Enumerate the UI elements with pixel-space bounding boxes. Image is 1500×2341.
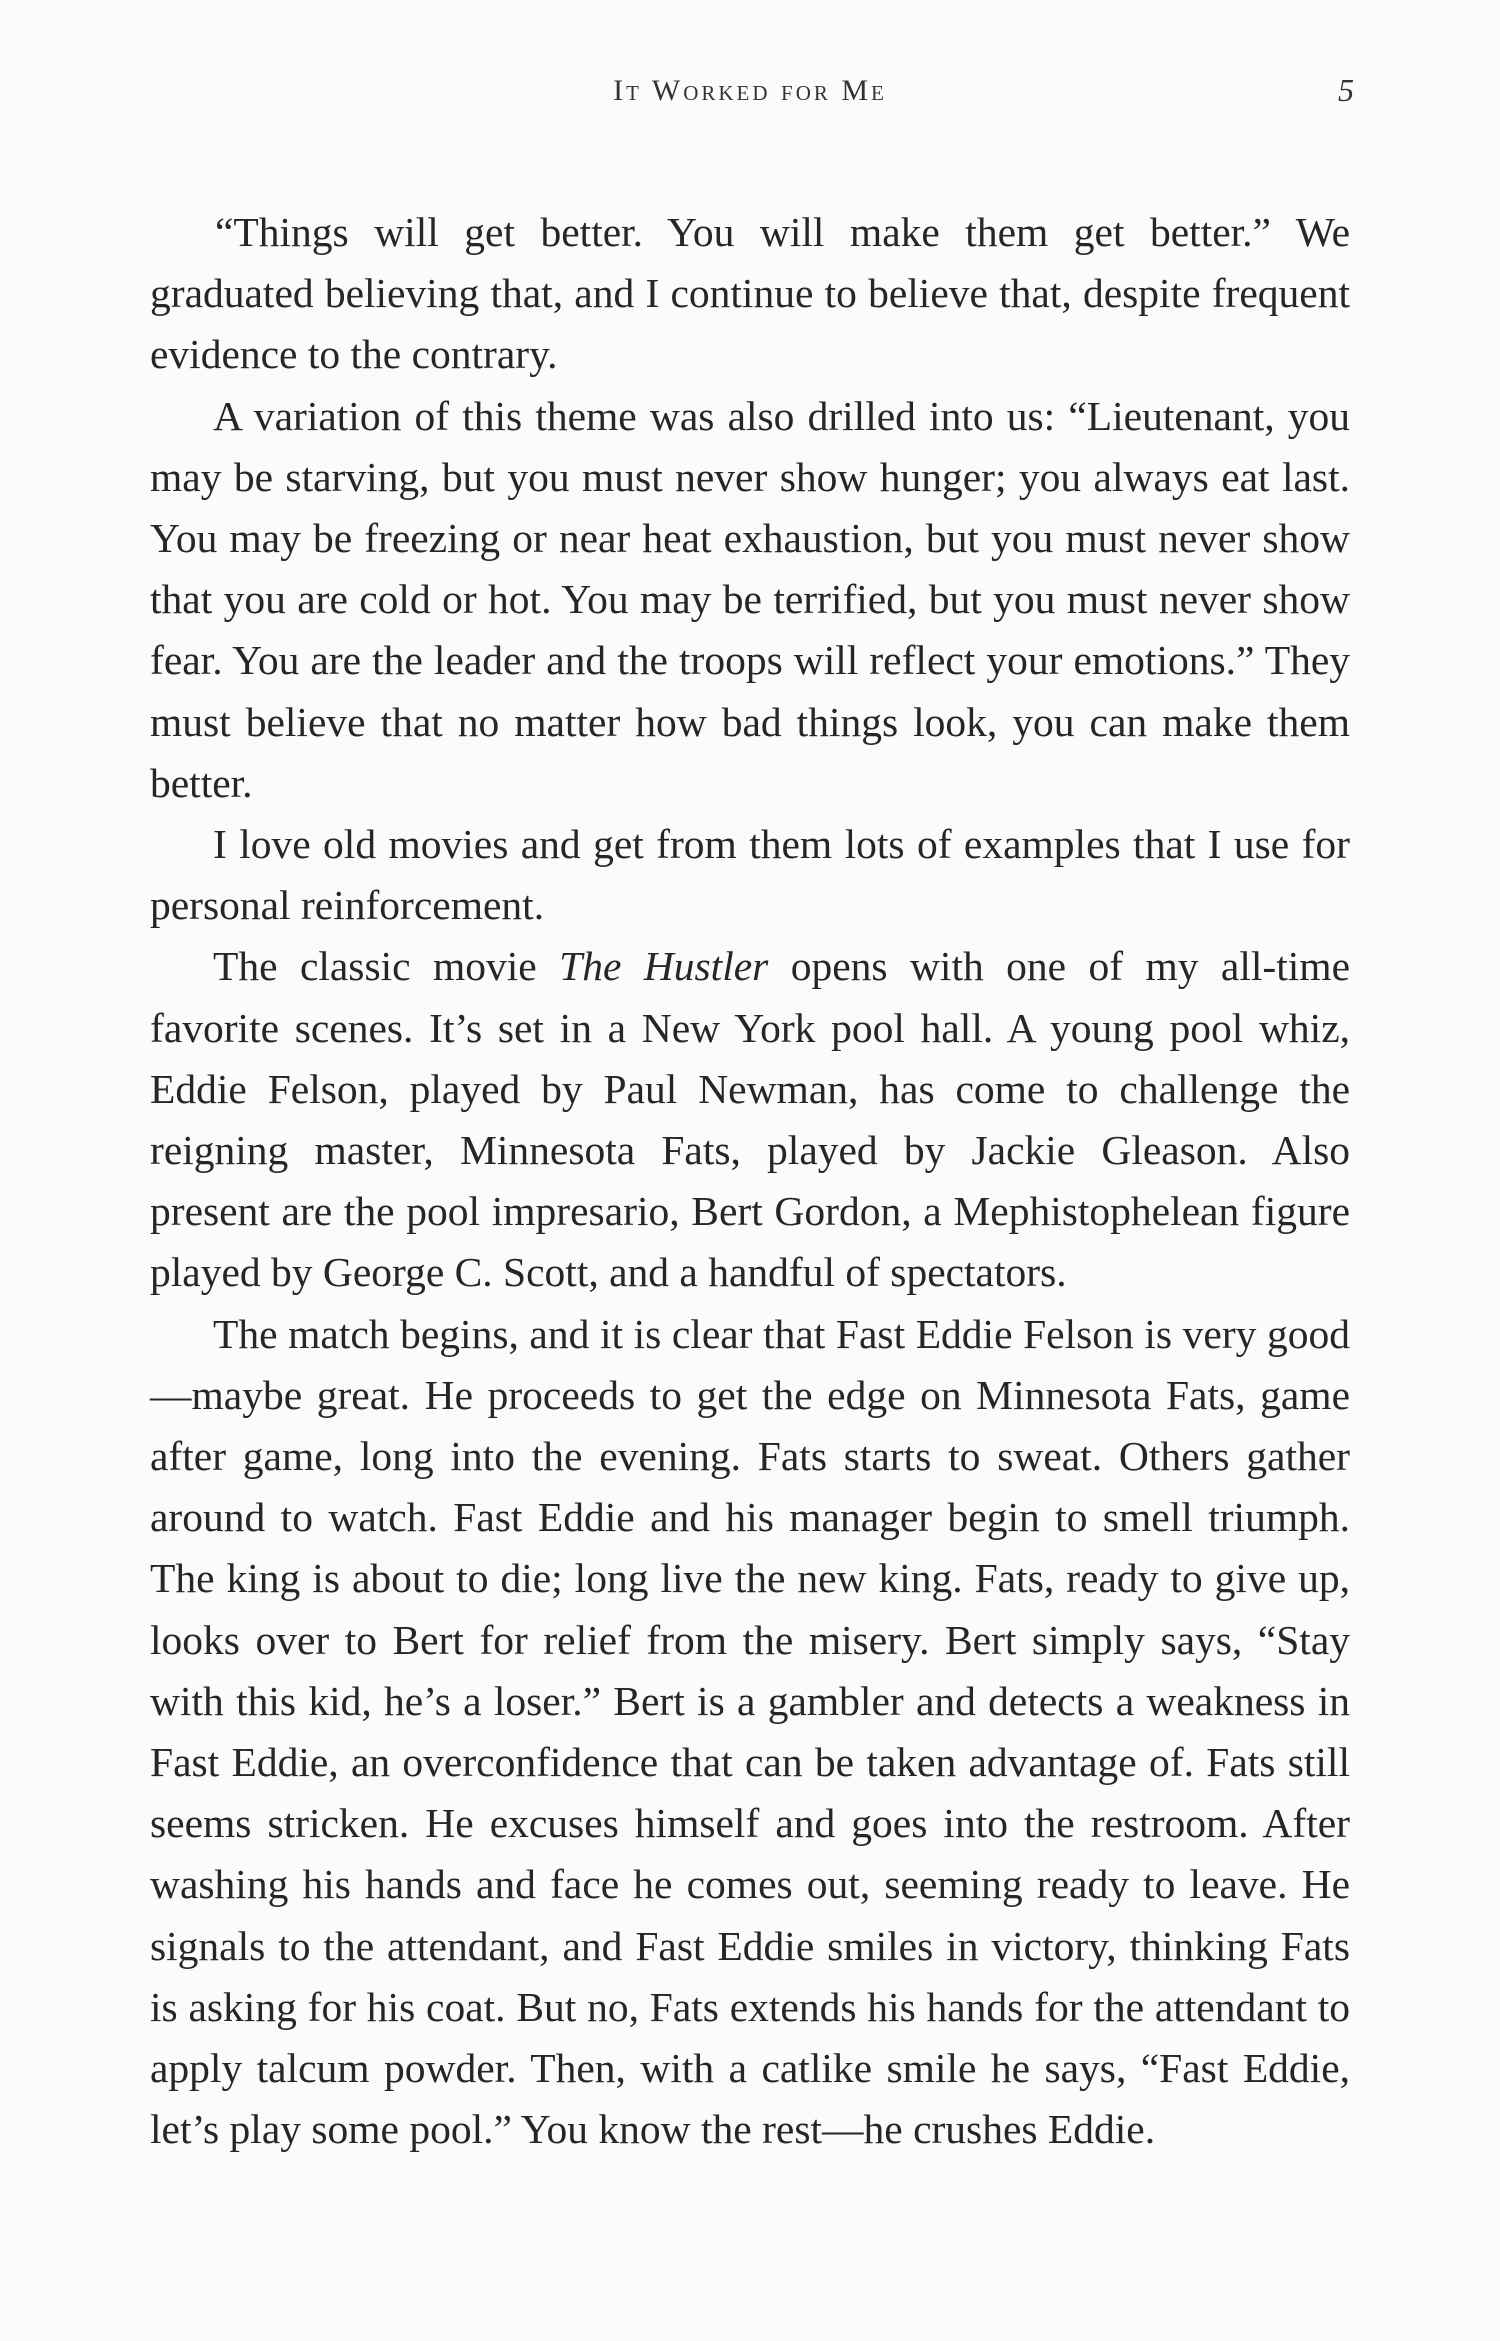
body-text bbox=[150, 202, 1350, 2161]
paragraph-4 bbox=[150, 936, 1350, 1303]
paragraph-5: The match begins, and it is clear that Fast Eddie Felson is very good—maybe great. He proceeds to get the edge on Minnesota Fats, game after game, long into the evening. Fats starts to sweat. Others gather around to watch. Fast Eddie and his manager begin to smell triumph. The king is about to die; long live the new king. Fats, ready to give up, looks over to Bert for relief from the misery. Bert simply says, “Stay with this kid, he’s a loser.” Bert is a gambler and detects a weakness in Fast Eddie, an overconfidence that can be taken advantage of. Fats still seems stricken. He excuses himself and goes into the restroom. After washing his hands and face he comes out, seeming ready to leave. He signals to the attendant, and Fast Eddie smiles in victory, thinking Fats is asking for his coat. But no, Fats extends his hands for the attendant to apply talcum powder. Then, with a catlike smile he says, “Fast Eddie, let’s play some pool.” You know the rest—he crushes Eddie. bbox=[150, 1310, 1350, 2153]
running-header bbox=[150, 64, 1354, 124]
paragraph-4-rest: opens with one of my all-time favorite scenes. It’s set in a New York pool hall. A young pool whiz, Eddie Felson, played by Paul Newman, has come to challenge the reigning master, Minnesota Fats, played by Jackie Gleason. Also present are the pool impresario, Bert Gordon, a Mephistophelean figure played by George C. Scott, and a handful of spectators. bbox=[150, 943, 1350, 1296]
movie-title: The Hustler bbox=[559, 943, 769, 990]
running-title: It Worked for Me bbox=[613, 74, 887, 107]
paragraph-3: I love old movies and get from them lots of examples that I use for personal reinforcement. bbox=[150, 821, 1350, 929]
paragraph-1: “Things will get better. You will make them get better.” We graduated believing that, and I continue to believe that, despite frequent evidence to the contrary. bbox=[150, 209, 1350, 378]
page-number: 5 bbox=[1338, 72, 1354, 108]
paragraph-4-lead: The classic movie bbox=[213, 943, 560, 990]
paragraph-2: A variation of this theme was also drilled into us: “Lieutenant, you may be starving, but you must never show hunger; you always eat last. You may be freezing or near heat exhaustion, but you must never show that you are cold or hot. You may be terrified, but you must never show fear. You are the leader and the troops will reflect your emotions.” They must believe that no matter how bad things look, you can make them better. bbox=[150, 392, 1350, 806]
